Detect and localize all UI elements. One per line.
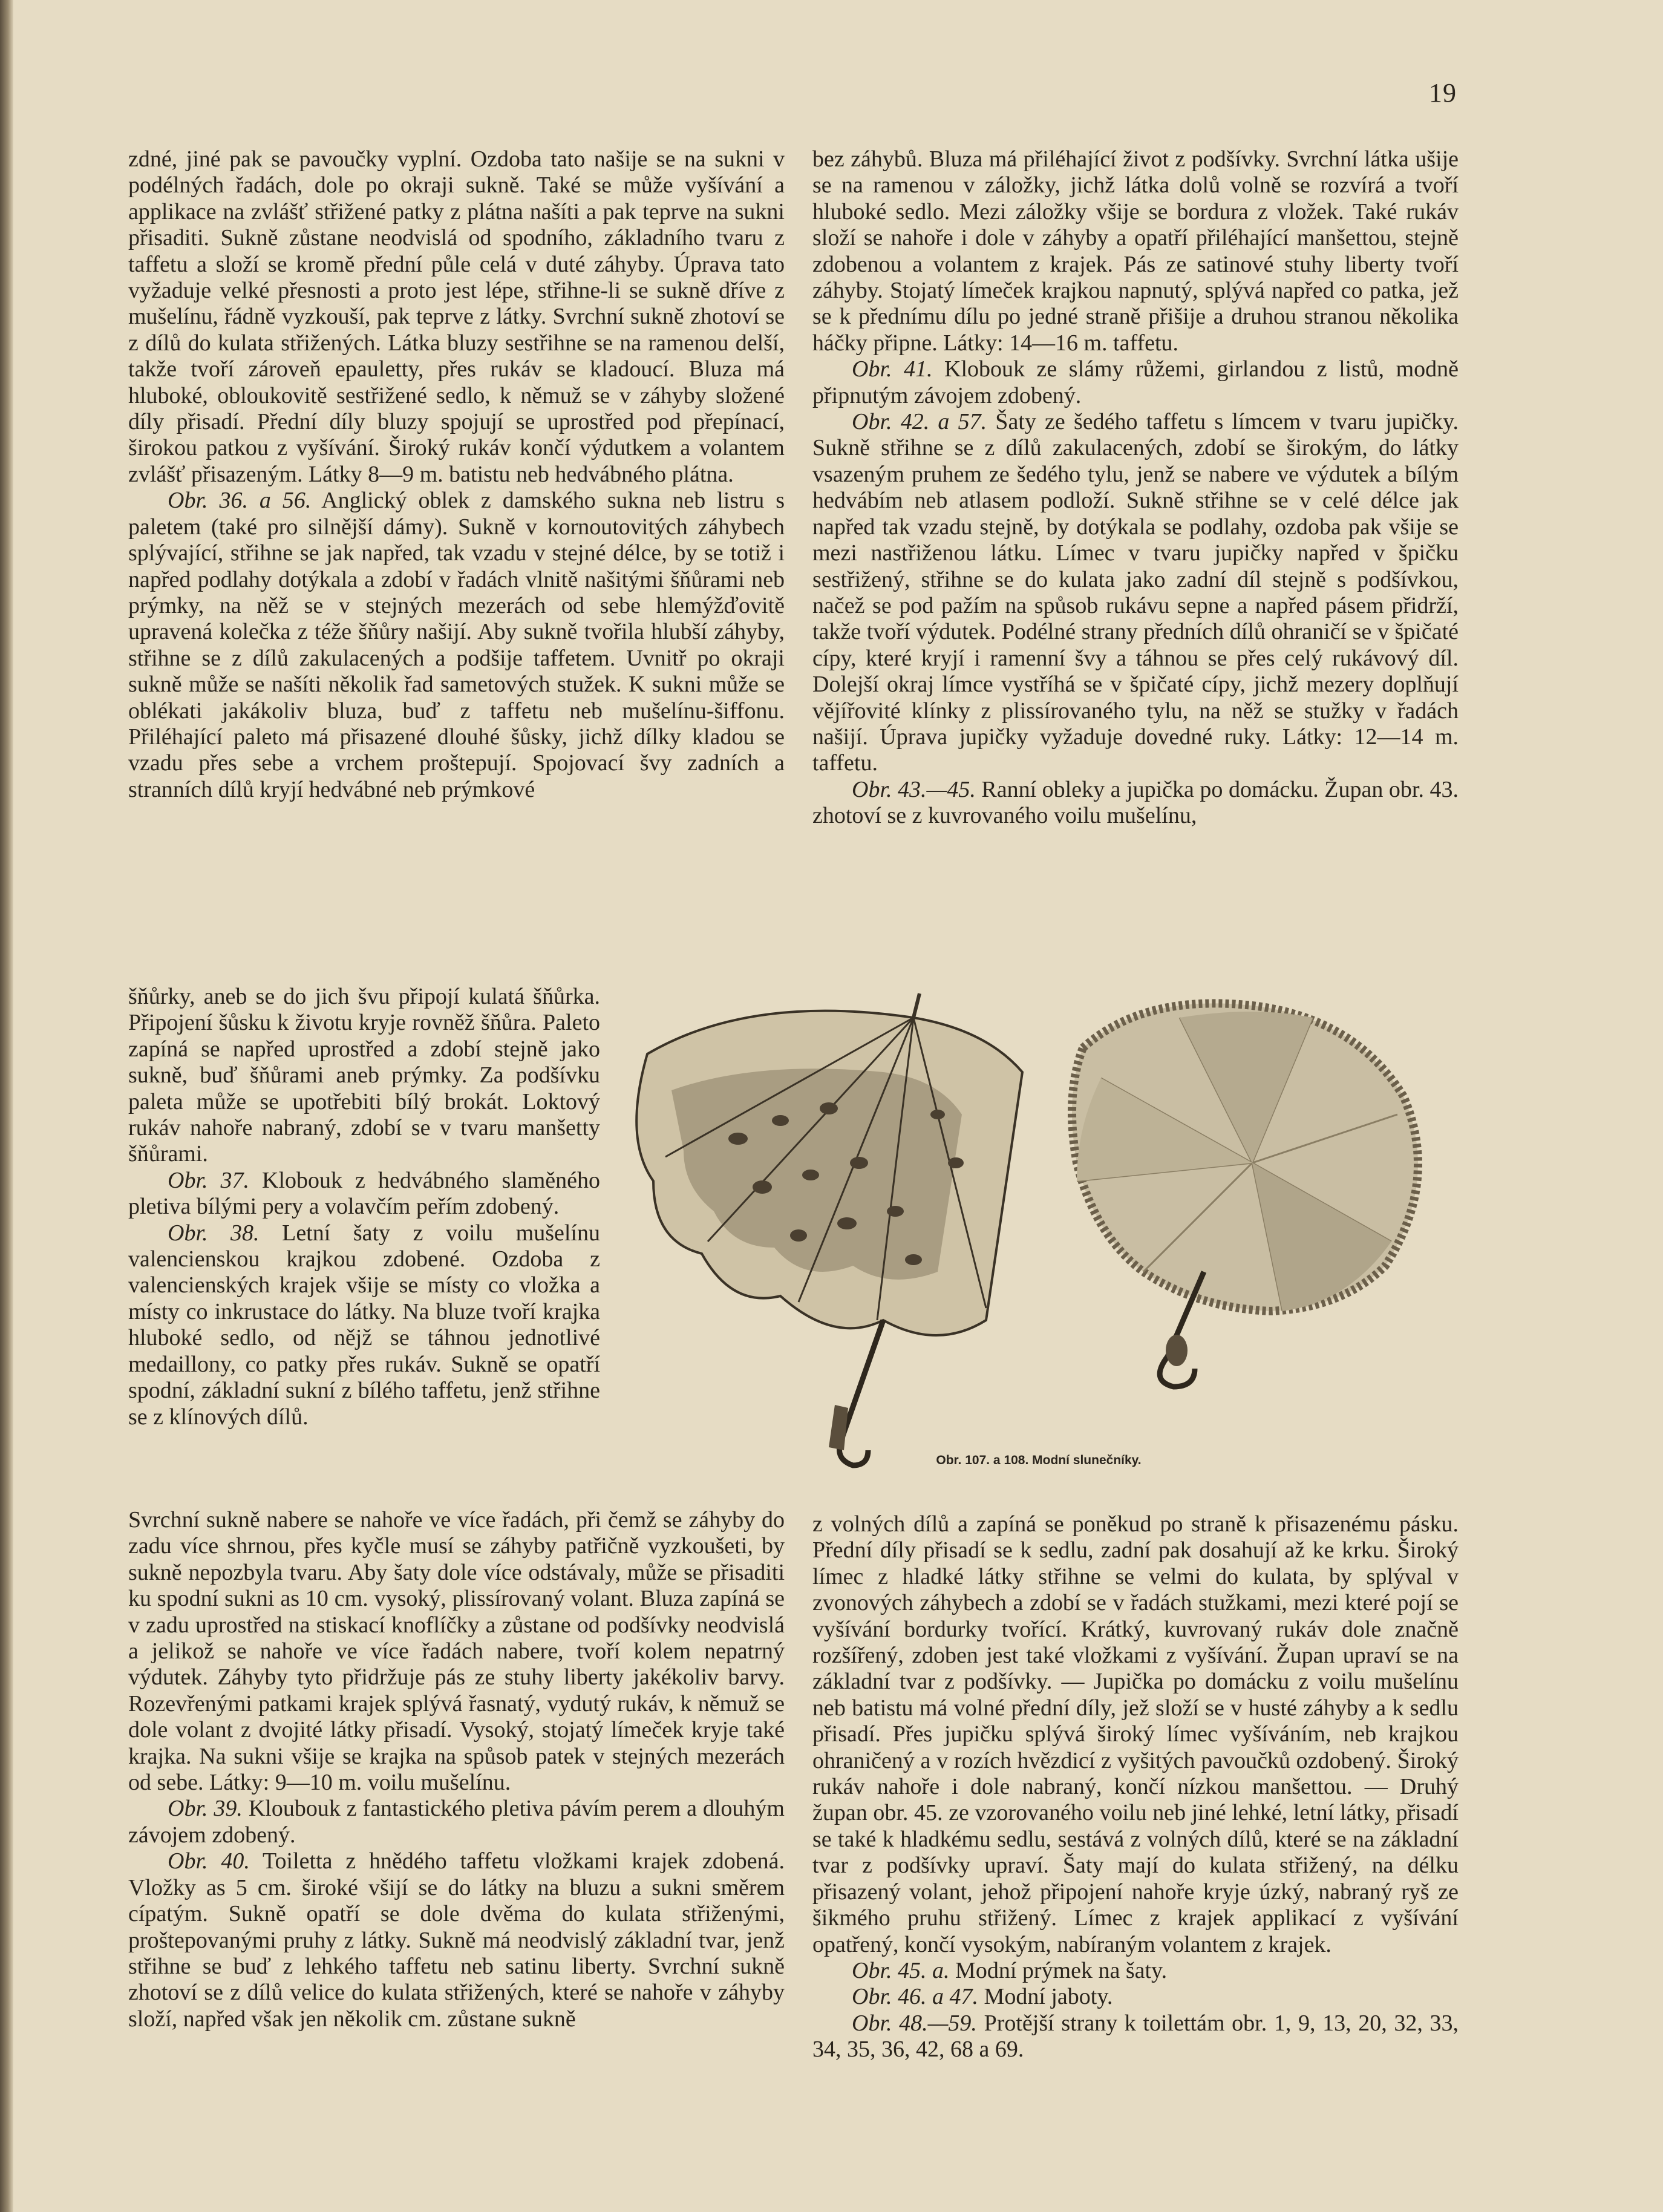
left-column-top <box>128 146 785 803</box>
paragraph-text: Klobouk ze slámy růžemi, girlandou z listů, modně připnutým závojem zdobený. <box>812 356 1459 408</box>
paragraph-text: Toiletta z hnědého taffetu vložkami krajek zdobená. Vložky as 5 cm. široké všijí se do látky na bluzu a sukni směrem cípatým. Sukně opatří se dole dvěma do kulata střiženými, proštepovanými pruhy z látky. Sukně má neodvislý základní tvar, jenž střihne se buď z lehkého taffetu neb satinu liberty. Svrchní sukně zhotoví se z dílů velice do kulata střižených, které se nahoře v záhyby složí, napřed však jen několik cm. zůstane sukně <box>128 1848 785 2032</box>
right-column-top <box>812 146 1459 830</box>
paragraph <box>812 356 1459 409</box>
figure-reference: Obr. 40. <box>168 1848 250 1874</box>
paragraph <box>128 1796 785 1848</box>
paragraph <box>128 1848 785 2032</box>
umbrella-decorated-illustration <box>636 993 1022 1465</box>
left-column-wrap <box>128 984 600 1430</box>
right-column-bottom <box>812 1511 1459 2063</box>
page-number: 19 <box>1429 78 1457 108</box>
figure-illustration <box>599 981 1464 1484</box>
figure-reference: Obr. 42. a 57. <box>852 409 987 435</box>
paragraph-text: Anglický oblek z damského sukna neb listru s paletem (také pro silnější dámy). Sukně v kornoutovitých záhybech splývající, střihne se jak napřed, tak vzadu v stejné délce, by se totiž i napřed podlahy dotýkala a zdobí v řadách vlnitě našitými šňůrami neb prýmky, na něž se v stejných mezerách od sebe hlemýžďovitě upravená kolečka z téže šňůry našijí. Aby sukně tvořila hlubší záhyby, střihne se z dílů zakulacených a podšije taffetem. Uvnitř po okraji sukně může se našíti několik řad sametových stužek. K sukni může se oblékati jakákoliv bluza, buď z taffetu neb mušelínu-šiffonu. Přiléhající paleto má přisazené dlouhé šůsky, jichž dílky kladou se vzadu přes sebe a vrchem proštepují. Spojovací švy zadních a stranních dílů kryjí hedvábné neb prýmkové <box>128 488 785 802</box>
left-column-bottom <box>128 1507 785 2032</box>
paragraph-text: Modní jaboty. <box>978 1984 1113 2010</box>
figure-reference: Obr. 36. a 56. <box>168 488 312 514</box>
paragraph <box>812 2011 1459 2063</box>
paragraph: Svrchní sukně nabere se nahoře ve více řadách, při čemž se záhyby do zadu více shrnou, přes kyčle musí se záhyby patřičně vyzkoušeti, by sukně nepozbyla tvaru. Aby šaty dole více odstávaly, může se přisaditi ku spodní sukni as 10 cm. vysoký, plissírovaný volant. Bluza zapíná se v zadu uprostřed na stiskací knoflíčky a zůstane od podšívky neodvislá a jelikož se nahoře ve více řadách nabere, tvoří kolem nepatrný výdutek. Záhyby tyto přidržuje pás ze stuhy liberty jakékoliv barvy. Rozevřenými patkami krajek splývá řasnatý, vydutý rukáv, k němuž se dole volant z dvojité látky přisadí. Vysoký, stojatý límeček kryje také krajka. Na sukni všije se krajka na spůsob patek v stejných mezerách od sebe. Látky: 9—10 m. voilu mušelínu. <box>128 1507 785 1796</box>
paragraph-text: Šaty ze šedého taffetu s límcem v tvaru jupičky. Sukně střihne se z dílů zakulacených, zdobí se širokým, do látky vsazeným pruhem ze šedého tylu, jenž se nabere ve výdutek a bílým hedvábím neb atlasem podloží. Sukně střihne se v celé délce jak napřed tak vzadu stejně, by dotýkala se podlahy, ozdoba pak všije se mezi nastřiženou látku. Límec v tvaru jupičky napřed v špičku sestřižený, střihne se do kulata jako zadní díl stejně s podšívkou, načež se pod pažím na spůsob rukávu sepne a napřed pásem přidrží, takže tvoří výdutek. Podélné strany předních dílů ohraničí se v špičaté cípy, které kryjí i ramenní švy a táhnou se přes celý rukávový díl. Dolejší okraj límce vystříhá se v špičaté cípy, jichž mezery doplňují vějířovité klínky z plissírovaného tylu, na něž se stužky v řadách našijí. Úprava jupičky vyžaduje dovedné ruky. Látky: 12—14 m. taffetu. <box>812 409 1459 776</box>
paragraph: z volných dílů a zapíná se poněkud po straně k přisazenému pásku. Přední díly přisadí se k sedlu, zadní pak dosahují až ke krku. Široký límec z hladké látky střihne se velmi do kulata, by splýval v zvonových záhybech a zdobí se v řadách stužkami, mezi které pojí se vyšívání bordurky tvořící. Krátký, kuvrovaný rukáv dole značně rozšířený, zdoben jest také vložkami z vyšívání. Župan upraví se na základní tvar z podšívky. — Jupička po domácku z voilu mušelínu neb batistu má volné přední díly, jež složí se v husté záhyby a k sedlu přisadí. Přes jupičku splývá široký límec vyšíváním, neb krajkou ohraničený a v rozích hvězdicí z vyšitých pavoučků ozdobený. Široký rukáv nahoře i dole nabraný, končí nízkou manšettou. — Druhý župan obr. 45. ze vzorovaného voilu neb jiné lehké, letní látky, přisadí se také k hladkému sedlu, sestává z volných dílů, které se na základní tvar z podšívky upraví. Šaty mají do kulata střižený, na délku přisazený volant, jehož připojení nahoře kryje úzký, nabraný ryš ze šikmého pruhu střižený. Límec z krajek applikací z vyšívání opatřený, končí vysokým, nabíraným volantem z krajek. <box>812 1511 1459 1957</box>
paragraph <box>812 409 1459 777</box>
figure-reference: Obr. 39. <box>168 1796 243 1822</box>
paragraph-text: Kloubouk z fantastického pletiva pávím perem a dlouhým závojem zdobený. <box>128 1796 785 1848</box>
figure-reference: Obr. 41. <box>852 356 933 382</box>
figure-reference: Obr. 45. a. <box>852 1957 950 1983</box>
paragraph-text: Klobouk z hedvábného slaměného pletiva bílými pery a volavčím peřím zdobený. <box>128 1167 600 1220</box>
figure-reference: Obr. 43.—45. <box>852 776 976 802</box>
figure-reference: Obr. 48.—59. <box>852 2010 977 2036</box>
book-gutter <box>0 0 13 2212</box>
figure-caption <box>599 1453 1464 1468</box>
paragraph <box>812 1984 1459 2010</box>
figure-reference: Obr. 37. <box>168 1167 250 1193</box>
figure-reference: Obr. 38. <box>168 1220 260 1246</box>
paragraph-text: Modní prýmek na šaty. <box>949 1957 1168 1983</box>
paragraph <box>128 1220 600 1430</box>
paragraph <box>812 777 1459 830</box>
figure-reference: Obr. 46. a 47. <box>852 1984 979 2010</box>
umbrella-plain-illustration <box>1072 1003 1418 1387</box>
paragraph: zdné, jiné pak se pavoučky vyplní. Ozdoba tato našije se na sukni v podélných řadách, dole po okraji sukně. Také se může vyšívání a applikace na zvlášť střižené patky z plátna našíti a pak teprve na sukni přisaditi. Sukně zůstane neodvislá od spodního, základního tvaru z taffetu a složí se kromě přední půle celá v duté záhyby. Úprava tato vyžaduje velké přesnosti a proto jest lépe, střihne-li se sukně dříve z mušelínu, řádně vyzkouší, pak teprve z látky. Svrchní sukně zhotoví se z dílů do kulata střižených. Látka bluzy sestřihne se na ramenou delší, takže tvoří zároveň epauletty, přes rukáv se kladoucí. Bluza má hluboké, obloukovitě sestřižené sedlo, k němuž se v záhyby složené díly přisadí. Přední díly bluzy spojují se uprostřed pod přepínací, širokou patkou z vyšívání. Široký rukáv končí výdutkem a volantem zvlášť přisazeným. Látky 8—9 m. batistu neb hedvábného plátna. <box>128 146 785 487</box>
paragraph <box>128 1168 600 1220</box>
paragraph: šňůrky, aneb se do jich švu připojí kulatá šňůrka. Připojení šůsku k životu kryje rovněž šňůra. Paleto zapíná se napřed uprostřed a zdobí stejně jako sukně, buď šňůrami aneb prýmky. Za podšívku paleta může se upotřebiti bílý brokát. Loktový rukáv nahoře nabraný, zdobí se v tvaru manšetty šňůrami. <box>128 984 600 1167</box>
paragraph <box>812 1958 1459 1984</box>
paragraph: bez záhybů. Bluza má přiléhající život z podšívky. Svrchní látka ušije se na ramenou v záložky, jichž látka dolů volně se rozvírá a tvoří hluboké sedlo. Mezi záložky všije se bordura z vložek. Také rukáv složí se nahoře i dole v záhyby a opatří přiléhající manšettou, stejně zdobenou a volantem z krajek. Pás ze satinové stuhy liberty tvoří záhyby. Stojatý límeček krajkou napnutý, splývá napřed co patka, jež se k přednímu dílu po jedné straně přišije a druhou stranou několika háčky připne. Látky: 14—16 m. taffetu. <box>812 146 1459 356</box>
figure-parasols <box>599 981 1464 1484</box>
paragraph-text: Letní šaty z voilu mušelínu valencienskou krajkou zdobené. Ozdoba z valencienských krajek všije se místy co vložka a místy co inkrustace do látky. Na bluze tvoří krajka hluboké sedlo, od nějž se táhnou jednotlivé medaillony, co patky přes rukáv. Sukně se opatří spodní, základní sukní z bílého taffetu, jenž střihne se z klínových dílů. <box>128 1220 600 1430</box>
paragraph-text: Ranní obleky a jupička po domácku. Župan obr. 43. zhotoví se z kuvrovaného voilu mušelínu, <box>812 776 1459 829</box>
paragraph-text: Protější strany k toilettám obr. 1, 9, 13, 20, 32, 33, 34, 35, 36, 42, 68 a 69. <box>812 2010 1459 2063</box>
figure-caption-text: Obr. 107. a 108. Modní slunečníky. <box>936 1453 1142 1467</box>
paragraph <box>128 488 785 803</box>
